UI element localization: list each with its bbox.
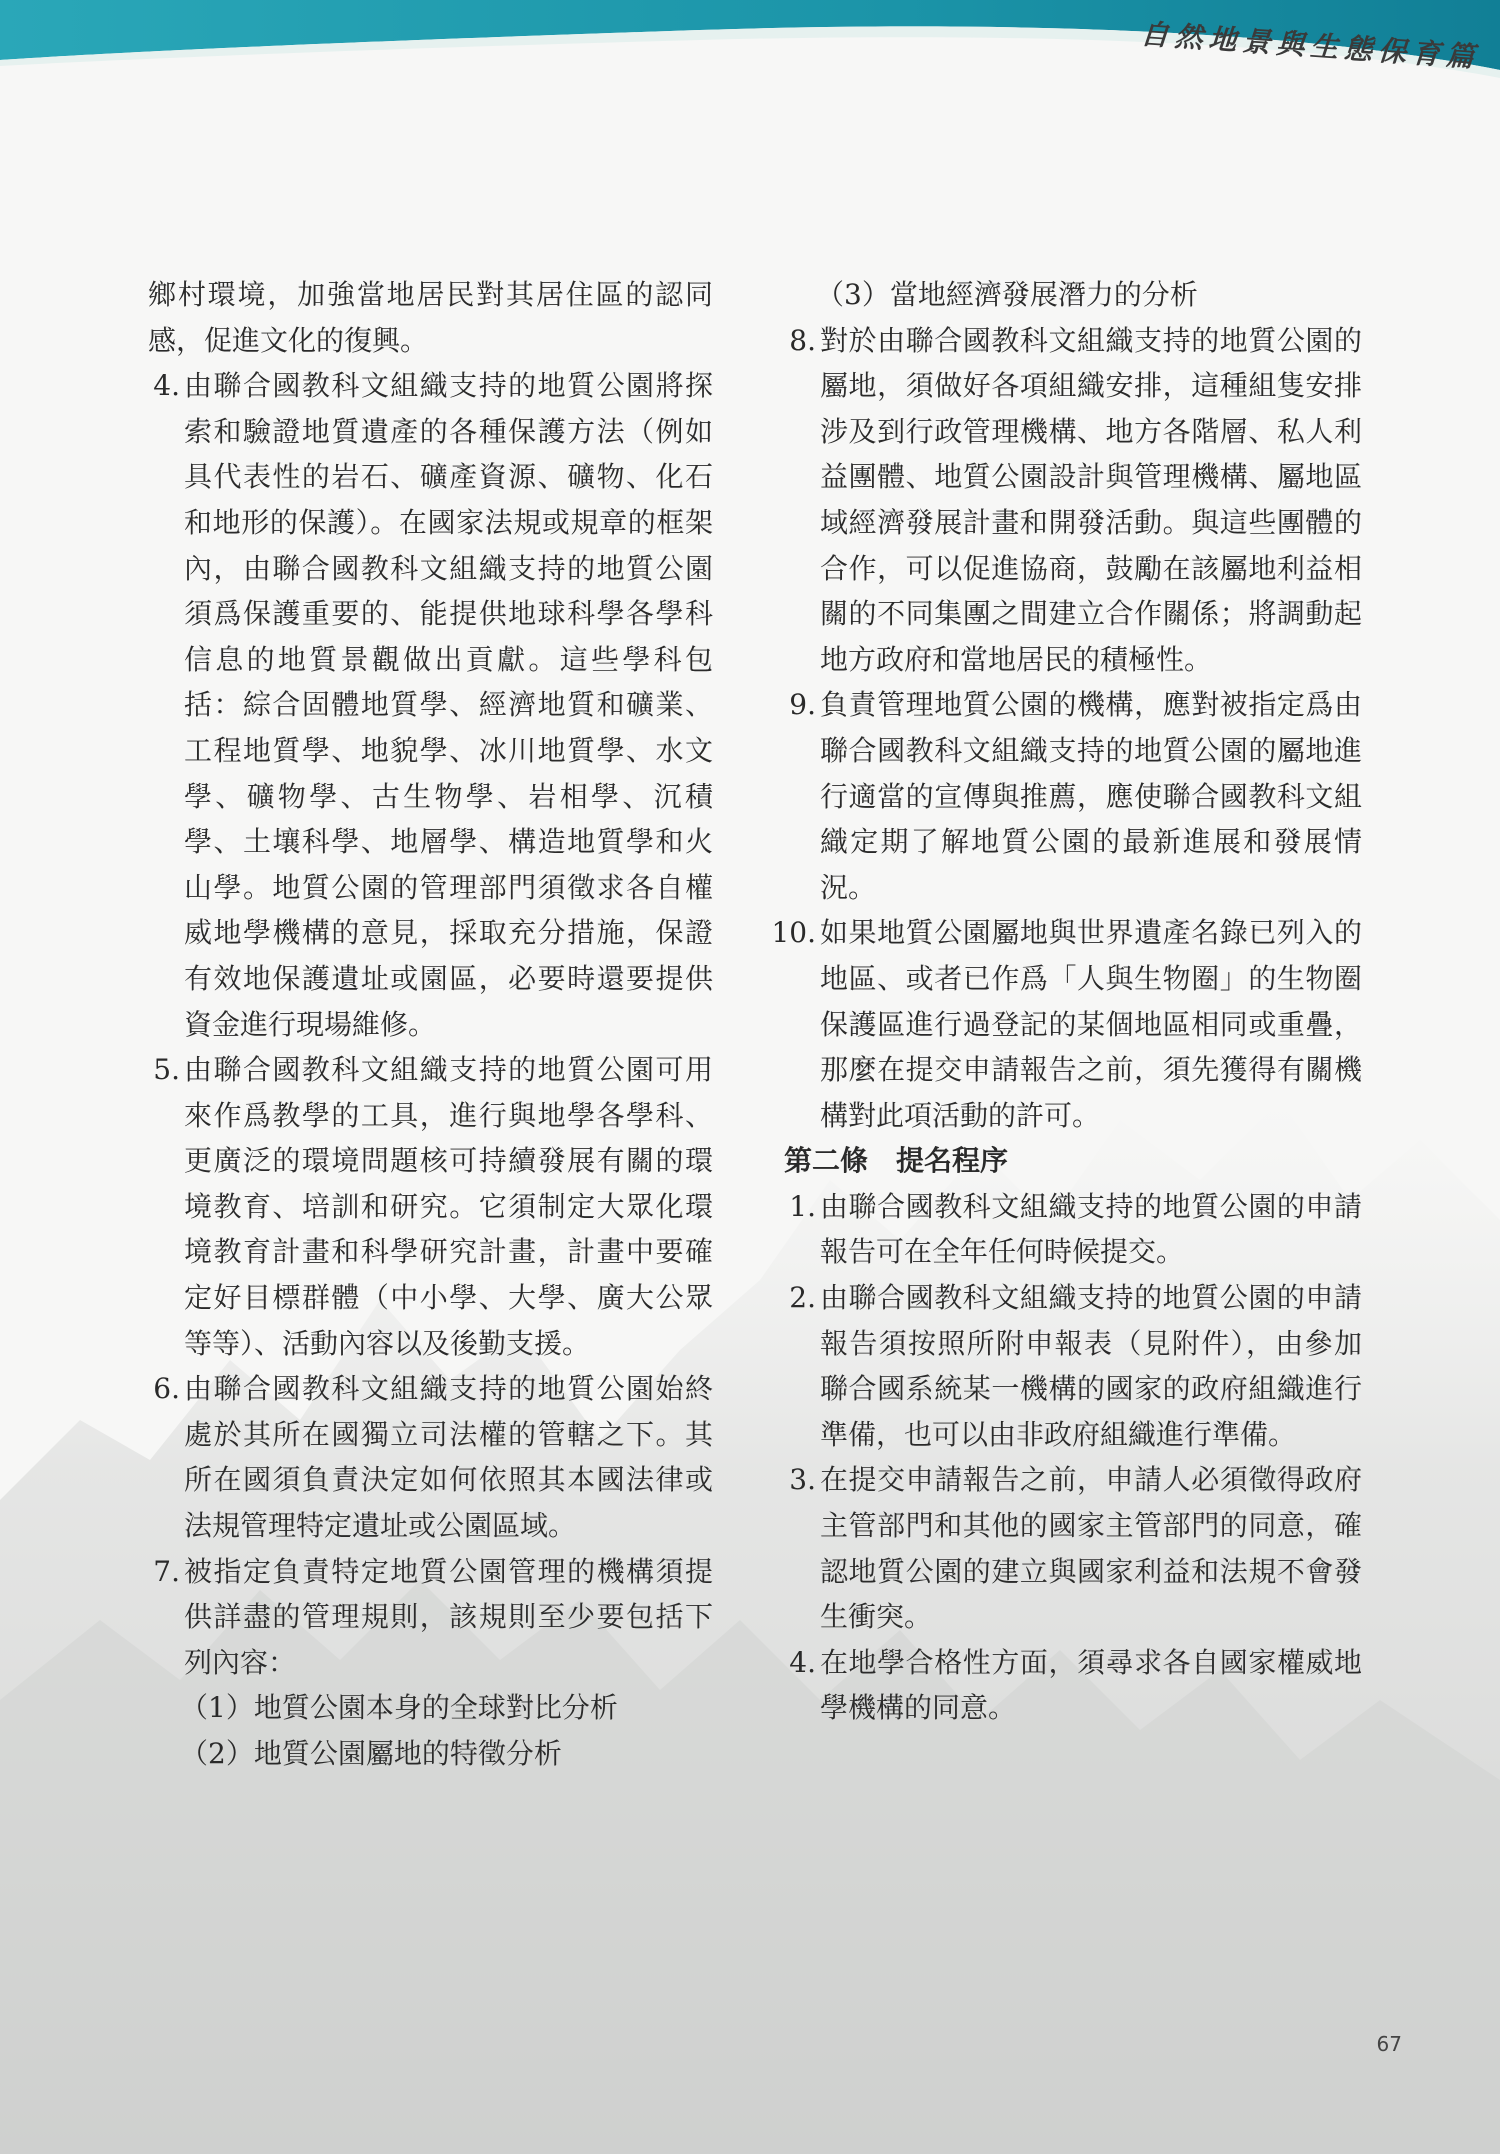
- section-title: 自然地景與生態保育篇: [1139, 17, 1482, 74]
- item-text: 在地學合格性方面，須尋求各自國家權威地學機構的同意。: [820, 1645, 1362, 1725]
- item-number: 5.: [153, 1053, 180, 1087]
- item-number: 6.: [153, 1372, 180, 1406]
- article-title: 提名程序: [896, 1144, 1009, 1178]
- continuation-paragraph: 鄉村環境，加強當地居民對其居住區的認同感，促進文化的復興。: [148, 278, 713, 357]
- item-text: 由聯合國教科文組織支持的地質公園的申請報告可在全年任何時候提交。: [820, 1189, 1362, 1269]
- article-heading: [784, 1138, 1362, 1184]
- page-number: 67: [1376, 2032, 1402, 2056]
- item-text: 負責管理地質公園的機構，應對被指定爲由聯合國教科文組織支持的地質公園的屬地進行適當的宣傳與推薦，應使聯合國教科文組織定期了解地質公園的最新進展和發展情況。: [820, 688, 1362, 904]
- item-number: 4.: [789, 1645, 816, 1679]
- sub-item: （2）地質公園屬地的特徵分析: [180, 1737, 562, 1770]
- list-item: [784, 1184, 1362, 1275]
- article-label: 第二條: [784, 1144, 869, 1178]
- item-text: 由聯合國教科文組織支持的地質公園的申請報告須按照所附申報表（見附件），由參加聯合國系統某一機構的國家的政府組織進行準備，也可以由非政府組織進行準備。: [820, 1281, 1362, 1451]
- item-number: 9.: [789, 688, 816, 722]
- right-column: [771, 272, 1362, 1731]
- list-item: [784, 318, 1362, 683]
- list-item: [771, 910, 1362, 1138]
- item-text: 由聯合國教科文組織支持的地質公園可用來作爲教學的工具，進行與地學各學科、更廣泛的環境問題核可持續發展有關的環境教育、培訓和研究。它須制定大眾化環境教育計畫和科學研究計畫，計畫中要確定好目標群體（中小學、大學、廣大公眾等等）、活動內容以及後勤支援。: [184, 1053, 713, 1360]
- item-number: 7.: [153, 1554, 180, 1588]
- list-item: [784, 682, 1362, 910]
- item-text: 被指定負責特定地質公園管理的機構須提供詳盡的管理規則，該規則至少要包括下列內容：: [184, 1554, 713, 1679]
- left-column: [148, 272, 713, 1777]
- sub-item: （1）地質公園本身的全球對比分析: [180, 1691, 618, 1725]
- list-item: [148, 1047, 713, 1366]
- item-text: 由聯合國教科文組織支持的地質公園將探索和驗證地質遺產的各種保護方法（例如具代表性的岩石、礦產資源、礦物、化石和地形的保護）。在國家法規或規章的框架內，由聯合國教科文組織支持的地質公園須爲保護重要的、能提供地球科學各學科信息的地質景觀做出貢獻。這些學科包括：綜合固體地質學、經濟地質和礦業、工程地質學、地貌學、冰川地質學、水文學、礦物學、古生物學、岩相學、沉積學、土壤科學、地層學、構造地質學和火山學。地質公園的管理部門須徵求各自權威地學機構的意見，採取充分措施，保證有效地保護遺址或園區，必要時還要提供資金進行現場維修。: [184, 369, 713, 1041]
- list-item: [148, 1549, 713, 1686]
- item-number: 3.: [789, 1463, 816, 1497]
- list-item: [784, 1640, 1362, 1731]
- item-text: 由聯合國教科文組織支持的地質公園始終處於其所在國獨立司法權的管轄之下。其所在國須負責決定如何依照其本國法律或法規管理特定遺址或公園區域。: [184, 1372, 713, 1543]
- list-item: [148, 363, 713, 1047]
- item-text: 如果地質公園屬地與世界遺產名錄已列入的地區、或者已作爲「人與生物圈」的生物圈保護區進行過登記的某個地區相同或重疊，那麼在提交申請報告之前，須先獲得有關機構對此項活動的許可。: [820, 916, 1362, 1132]
- sub-item: （3）當地經濟發展潛力的分析: [816, 278, 1198, 311]
- list-item: [784, 1457, 1362, 1639]
- item-number: 1.: [789, 1189, 816, 1223]
- item-number: 10.: [771, 916, 816, 950]
- item-number: 8.: [789, 323, 816, 357]
- item-number: 4.: [153, 369, 180, 403]
- list-item: [784, 1275, 1362, 1457]
- list-item: [148, 1366, 713, 1548]
- item-text: 對於由聯合國教科文組織支持的地質公園的屬地，須做好各項組織安排，這種組隻安排涉及到行政管理機構、地方各階層、私人利益團體、地質公園設計與管理機構、屬地區域經濟發展計畫和開發活動。與這些團體的合作，可以促進協商，鼓勵在該屬地利益相關的不同集團之間建立合作關係；將調動起地方政府和當地居民的積極性。: [820, 323, 1362, 676]
- item-number: 2.: [789, 1281, 816, 1315]
- item-text: 在提交申請報告之前，申請人必須徵得政府主管部門和其他的國家主管部門的同意，確認地質公園的建立與國家利益和法規不會發生衝突。: [820, 1463, 1362, 1634]
